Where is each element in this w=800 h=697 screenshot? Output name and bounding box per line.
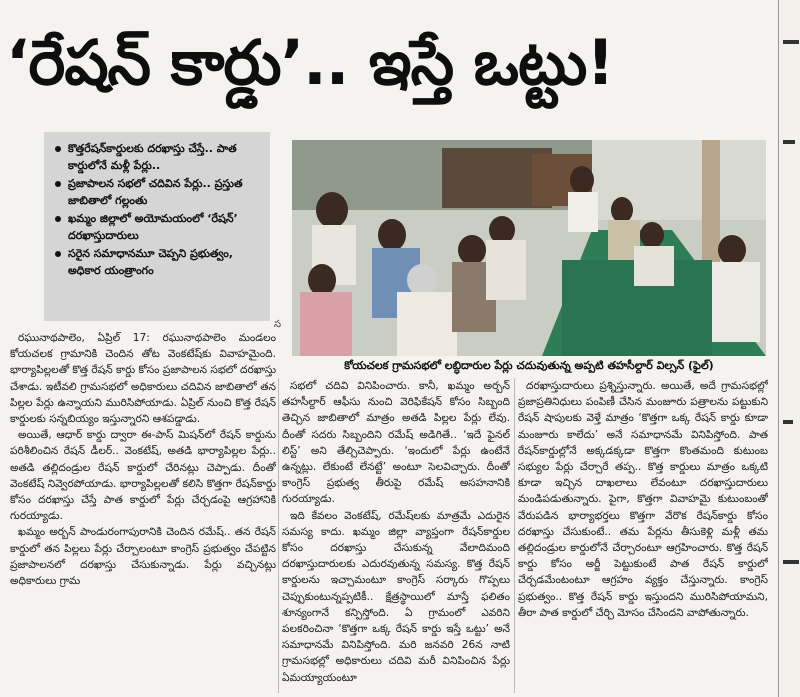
- adjacent-heading-mark: [783, 40, 799, 44]
- highlight-item: ఖమ్మం జిల్లాలో అయోమయంలో ‘రేషన్‌’ దరఖాస్తుదారులు: [54, 210, 262, 244]
- headline: ‘రేషన్‌ కార్డు’.. ఇస్తే ఒట్టు!: [6, 26, 614, 99]
- adjacent-heading-mark: [783, 420, 793, 424]
- gram-sabha-photo: [292, 140, 766, 356]
- highlight-item: సరైన సమాధానమూ చెప్పని ప్రభుత్వం, అధికార యంత్రాంగం: [54, 245, 262, 279]
- column-rule: [514, 378, 515, 693]
- stray-letter: స: [274, 319, 282, 330]
- photo-caption: కోయచలక గ్రామసభలో లబ్ధిదారుల పేర్లు చదువుతున్న అప్పటి తహసీల్దార్‌ విల్సన్‌ (ఫైల్‌): [344, 359, 714, 372]
- adjacent-heading-mark: [783, 140, 795, 144]
- adjacent-column-strip: [778, 0, 800, 697]
- article-column-3: [518, 378, 768, 695]
- article-paragraph: అయితే, ఆధార్‌ కార్డు ద్వారా ఈ-పాస్‌ మిషన్‌లో రేషన్‌ కార్డును పరిశీలించిన రేషన్‌ డీలర్‌.. వెంకటేష్‌, అతడి భార్యాపిల్లల పేర్లు.. అతడి తల్లిదండ్రుల రేషన్‌ కార్డులో చేరినట్లు చెప్పాడు. దీంతో వెంకటేష్‌ నివ్వెరపోయాడు. భార్యాపిల్లలతో కలిసి కొత్తగా రేషన్‌కార్డు కోసం దరఖాస్తు చేస్తే పాత కార్డులో పేర్లు చేర్చడంపై ఆగ్రహానికి గురయ్యాడు.: [10, 429, 276, 523]
- article-column-1: [10, 330, 276, 695]
- article-paragraph: ఇది కేవలం వెంకటేష్‌, రమేష్‌లకు మాత్రమే ఎదురైన సమస్య కాదు. ఖమ్మం జిల్లా వ్యాప్తంగా రేషన్‌కార్డుల కోసం దరఖాస్తు చేసుకున్న వేలాదిమంది దరఖాస్తుదారులకు ఎదురవుతున్న సమస్య. కొత్త రేషన్‌ కార్డులను ఇచ్చామంటూ కాంగ్రెస్‌ సర్కారు గొప్పలు చెప్పుకుంటున్నప్పటికీ.. క్షేత్రస్థాయిలో మాస్తే ఫలితం శూన్యంగానే కన్పిస్తోంది. ఏ గ్రామంలో ఎవరిని పలకరించినా ‘కొత్తగా ఒక్క రేషన్‌ కార్డు ఇస్తే ఒట్టు’ అనే సమాధానమే వినిపిస్తోంది. మరి జనవరి 26న నాటి గ్రామసభల్లో అధికారులు చదివి మరీ వినిపించిన పేర్లు ఏమయ్యాయంటూ: [282, 509, 510, 684]
- highlight-item: కొత్తరేషన్‌కార్డులకు దరఖాస్తు చేస్తే.. పాత కార్డులోనే మళ్లీ పేర్లు..: [54, 140, 262, 174]
- article-paragraph: సభలో చదివి వినిపించారు. కానీ, ఖమ్మం అర్బన్‌ తహసీల్దార్‌ ఆఫీసు నుంచి వెరిఫికేషన్‌ కోసం సిబ్బంది తెచ్చిన జాబితాలో మాత్రం అతడి పిల్లల పేర్లు లేవు. దీంతో సదరు సిబ్బందిని రమేష్‌ అడిగితే.. ‘ఇదే ఫైనల్‌ లిస్ట్‌’ అని తేల్చిచెప్పారు. ‘ఇందులో పేర్లు ఉంటేనే ఉన్నట్లు. లేకుంటే లేనట్టే’ అంటూ సెలవిచ్చారు. దీంతో కాంగ్రెస్‌ ప్రభుత్వ తీరుపై రమేష్‌ అసహనానికి గురయ్యాడు.: [282, 380, 510, 506]
- adjacent-heading-mark: [783, 560, 799, 564]
- article-paragraph: దరఖాస్తుదారులు ప్రశ్నిస్తున్నారు. అయితే, అదే గ్రామసభల్లో ప్రజాప్రతినిధులు పంపిణీ చేసిన మంజూరు పత్రాలను పట్టుకుని రేషన్‌ షాపులకు వెళ్తే మాత్రం ‘కొత్తగా ఒక్క రేషన్‌ కార్డు కూడా మంజూరు కాలేదు’ అనే సమాధానమే వినిపిస్తోంది. పాత రేషన్‌కార్డుల్లోనే అక్కడక్కడా కొత్తగా కొంతమంది కుటుంబ సభ్యుల పేర్లు చేర్చారే తప్ప.. కొత్త కార్డులు మాత్రం ఒక్కటి కూడా ఇచ్చిన దాఖలాలు లేవంటూ దరఖాస్తుదారులు మండిపడుతున్నారు. పైగా, కొత్తగా వివాహమై కుటుంబంతో వేరుపడిన భార్యాభర్తలు కొత్తగా వేరొక రేషన్‌కార్డు కోసం దరఖాస్తు చేసుకుంటే.. తమ పేర్లను తీసుకెళ్లి మళ్లీ తమ తల్లిదండ్రుల కార్డులోనే చేర్చారంటూ ఆగ్రహించారు. కొత్త రేషన్‌ కార్డు కోసం అర్జీ పెట్టుకుంటే పాత రేషన్‌ కార్డులో చేర్చడమేంటంటూ ఆగ్రహం వ్యక్తం చేస్తున్నారు. కాంగ్రెస్‌ ప్రభుత్వం.. కొత్త రేషన్‌ కార్డు ఇస్తుందని మురిసిపోయామని, తీరా పాత కార్డులో చేర్చి మోసం చేసిందని వాపోతున్నారు.: [518, 380, 768, 619]
- article-paragraph: రఘునాథపాలెం, ఏప్రిల్‌ 17: రఘునాథపాలెం మండలం కోయచలక గ్రామానికి చెందిన తోట వెంకటేష్‌కు వివాహమైంది. భార్యాపిల్లలతో కొత్త రేషన్‌ కార్డు కోసం ప్రజాపాలన సభలో దరఖాస్తు చేశాడు. ఇటీవలి గ్రామసభలో అధికారులు చదివిన జాబితాలో తన పిల్లల పేర్లు ఉన్నాయని మురిసిపోయాడు. ఏప్రిల్‌ నుంచి కొత్త రేషన్‌ కార్డులకు సన్నబియ్యం ఇస్తున్నారని ఆశపడ్డాడు.: [10, 332, 276, 426]
- highlights-box: [44, 132, 270, 321]
- column-rule: [278, 378, 279, 693]
- article-column-2: [282, 378, 510, 695]
- highlight-item: ప్రజాపాలన సభలో చదివిన పేర్లు.. ప్రస్తుత జాబితాలో గల్లంతు: [54, 175, 262, 209]
- article-paragraph: ఖమ్మం అర్బన్‌ పాండురంగాపురానికి చెందిన రమేష్‌.. తన రేషన్‌ కార్డులో తన పిల్లలు పేర్లు చేర్చాలంటూ కాంగ్రెస్‌ ప్రభుత్వం చేపట్టిన ప్రజాపాలనలో దరఖాస్తు చేసుకున్నాడు. పేర్లు వచ్చినట్లు అధికారులు గ్రామ: [10, 526, 276, 588]
